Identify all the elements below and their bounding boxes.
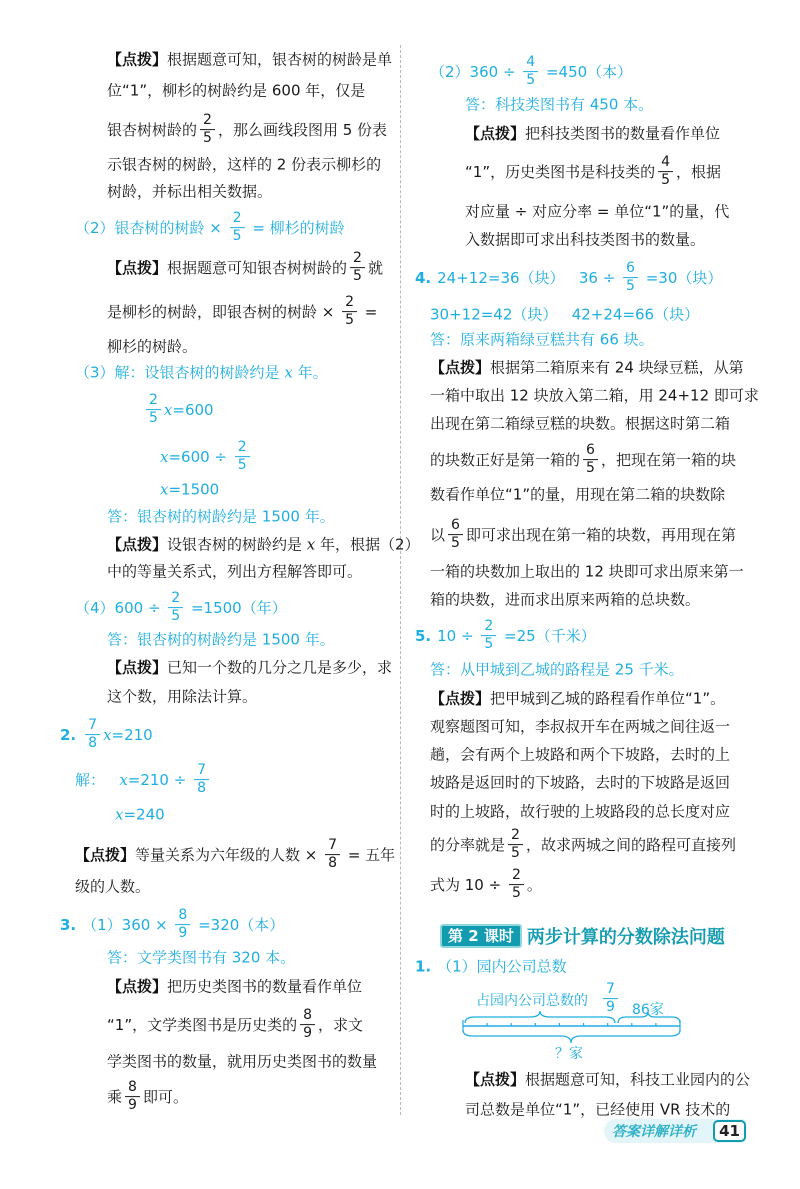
fraction	[658, 155, 673, 189]
text-run: =600	[172, 400, 214, 419]
fraction-denominator: 5	[586, 460, 595, 477]
text-run: =450（本）	[541, 62, 633, 81]
fraction-denominator: 9	[303, 1025, 313, 1042]
text-run: ，求文	[318, 1015, 364, 1034]
text-run: =	[360, 302, 378, 321]
fraction-numerator: 2	[342, 295, 357, 312]
text-run: 把甲城到乙城的路程看作单位“1”。	[490, 689, 726, 708]
text-run: 时的上坡路，故行驶的上坡路段的总长度对应	[430, 802, 731, 821]
text-run: 位“1”，柳杉的树龄约是 600 年，仅是	[107, 81, 366, 100]
text-run: 示银杏树的树龄，这样的 2 份表示柳杉的	[107, 155, 382, 174]
fraction	[194, 763, 209, 797]
text-line	[107, 113, 387, 147]
lesson-tag: 第 2 课时	[440, 924, 522, 948]
text-run: 司总数是单位“1”，已经使用 VR 技术的	[465, 1100, 731, 1119]
fraction	[230, 211, 245, 245]
text-run: =1500（年）	[186, 598, 287, 617]
hint-line	[107, 51, 392, 70]
fraction-denominator: 5	[451, 535, 460, 552]
fraction	[583, 443, 598, 477]
fraction	[146, 393, 161, 427]
hint-line	[107, 251, 383, 285]
text-line	[430, 803, 730, 822]
remain-brace	[618, 1012, 680, 1023]
text-run: 出现在第二箱绿豆糕的块数。根据这时第二箱	[430, 414, 731, 433]
text-line	[430, 415, 730, 434]
fraction	[175, 908, 190, 942]
text-run: 以	[430, 525, 446, 544]
text-line	[465, 231, 705, 250]
page-footer	[604, 1119, 746, 1143]
text-run: =600 ÷	[168, 447, 232, 466]
text-run: 一箱中取出 12 块放入第二箱，用 24+12 即可求	[430, 386, 759, 405]
answer-line	[143, 393, 214, 427]
fraction-denominator: 5	[232, 228, 242, 245]
text-line	[430, 868, 542, 902]
text-line	[107, 1080, 188, 1114]
fraction-numerator: 2	[168, 591, 183, 608]
variable: x	[160, 447, 169, 466]
text-run: 30+12=42（块） 42+24=66（块）	[430, 305, 700, 324]
text-line	[430, 563, 744, 582]
text-run: 根据题意可知，银杏树的树龄是单	[167, 50, 393, 69]
answer-line	[75, 211, 345, 245]
hint-line	[465, 1071, 750, 1090]
text-line	[430, 443, 736, 477]
answer-line	[107, 949, 295, 968]
text-run: 银杏树树龄的	[107, 120, 198, 139]
text-run: 是柳杉的树龄，即银杏树的树龄 ×	[107, 302, 340, 321]
answer-line	[430, 661, 684, 680]
segment-diagram	[455, 1005, 695, 1053]
text-run: 就	[367, 258, 383, 277]
variable: x	[160, 480, 169, 499]
text-line	[430, 387, 759, 406]
text-run: =25（千米）	[499, 626, 596, 645]
text-run: 答：科技类图书有 450 本。	[465, 95, 654, 114]
text-run: 这个数，用除法计算。	[107, 687, 258, 706]
fraction	[350, 251, 365, 285]
text-run: 箱的块数，进而求出原来两箱的总块数。	[430, 590, 701, 609]
text-line	[107, 338, 197, 357]
text-run: 中的等量关系式，列出方程解答即可。	[107, 562, 363, 581]
diagram-part-label: 占园内公司总数的	[476, 993, 588, 1009]
fraction-denominator: 5	[626, 278, 635, 295]
text-run: 把科技类图书的数量看作单位	[525, 124, 721, 143]
hint-label: 【点拨】	[107, 977, 168, 996]
text-run: 树龄，并标出相关数据。	[107, 182, 273, 201]
hint-line	[107, 978, 362, 997]
variable: x	[103, 725, 112, 744]
text-run: 答：原来两箱绿豆糕共有 66 块。	[430, 330, 654, 349]
text-run: 10 ÷	[437, 626, 479, 645]
text-run: =30（块）	[640, 268, 723, 287]
answer-line	[115, 806, 165, 825]
fraction	[168, 591, 183, 625]
text-run: 答：从甲城到乙城的路程是 25 千米。	[430, 660, 684, 679]
total-brace	[463, 1030, 680, 1043]
fraction-numerator: 7	[325, 838, 340, 855]
text-run: 等量关系为六年级的人数 ×	[135, 845, 323, 864]
variable: x	[115, 805, 124, 824]
answer-line	[107, 631, 335, 650]
question-number: 4.	[415, 268, 432, 287]
text-run: 24+12=36（块） 36 ÷	[437, 268, 621, 287]
text-run: （2）银杏树的树龄 ×	[75, 218, 227, 237]
text-run: =320（本）	[193, 915, 285, 934]
question-number: 5.	[415, 626, 432, 645]
text-run: 设银杏树的树龄约是	[167, 535, 307, 554]
answer-line	[415, 261, 722, 295]
fraction-numerator: 2	[230, 211, 245, 228]
fraction-numerator: 6	[623, 261, 638, 278]
fraction-numerator: 8	[125, 1080, 140, 1097]
text-line	[430, 486, 725, 505]
fraction-denominator: 9	[606, 999, 615, 1016]
text-run: =240	[123, 805, 165, 824]
text-run: = 柳杉的树龄	[247, 218, 345, 237]
fraction-denominator: 5	[526, 72, 536, 89]
variable: x	[119, 770, 128, 789]
fraction-numerator: 2	[146, 393, 161, 410]
fraction-denominator: 5	[511, 845, 520, 862]
answer-line	[415, 619, 596, 653]
text-run: ，故求两城之间的路程可直接列	[525, 835, 736, 854]
text-run: 柳杉的树龄。	[107, 337, 198, 356]
fraction	[481, 619, 496, 653]
text-run: 观察题图可知，李叔叔开车在两城之间往返一	[430, 717, 731, 736]
text-run: 的分率就是	[430, 835, 506, 854]
text-run: 式为 10 ÷	[430, 875, 506, 894]
question-number: 1.	[415, 957, 432, 976]
text-line	[465, 155, 721, 189]
text-run: 把历史类图书的数量看作单位	[167, 977, 363, 996]
fraction	[300, 1008, 315, 1042]
text-line	[75, 878, 150, 897]
text-run: 年，根据（2）	[315, 535, 420, 554]
fraction	[200, 113, 215, 147]
page-number: 41	[713, 1120, 746, 1142]
hint-label: 【点拨】	[107, 658, 168, 677]
fraction-numerator: 2	[200, 113, 215, 130]
fraction-denominator: 8	[328, 855, 338, 872]
fraction-numerator: 7	[194, 763, 209, 780]
fraction	[623, 261, 638, 295]
fraction	[342, 295, 357, 329]
text-run: 的块数正好是第一箱的	[430, 450, 581, 469]
answer-line	[60, 908, 284, 942]
answer-line	[60, 718, 153, 752]
text-run: 乘	[107, 1087, 123, 1106]
fraction	[235, 440, 250, 474]
fraction	[509, 868, 524, 902]
text-line	[430, 518, 736, 552]
fraction-numerator: 8	[175, 908, 190, 925]
fraction-numerator: 6	[448, 518, 463, 535]
variable: x	[284, 363, 293, 382]
text-run: 答：银杏树的树龄约是 1500 年。	[107, 507, 335, 526]
text-line	[430, 774, 730, 793]
text-run: = 五年	[343, 845, 396, 864]
answer-line	[75, 763, 212, 797]
hint-line	[465, 125, 720, 144]
fraction	[85, 718, 100, 752]
fraction	[448, 518, 463, 552]
answer-line	[107, 508, 335, 527]
text-run: （3）解：设银杏树的树龄约是	[75, 363, 285, 382]
text-line	[107, 82, 365, 101]
text-run: 答：银杏树的树龄约是 1500 年。	[107, 630, 335, 649]
diagram-remain-label: 86家	[632, 1002, 664, 1018]
answer-line	[75, 591, 287, 625]
hint-label: 【点拨】	[75, 845, 136, 864]
fraction-denominator: 5	[353, 268, 362, 285]
question-number: 3.	[60, 915, 77, 934]
fraction-denominator: 5	[484, 636, 494, 653]
hint-label: 【点拨】	[107, 258, 168, 277]
variable: x	[163, 400, 173, 419]
answer-line	[75, 364, 328, 383]
fraction	[508, 828, 523, 862]
fraction-denominator: 5	[345, 312, 355, 329]
fraction-numerator: 2	[350, 251, 365, 268]
question-number: 2.	[60, 725, 77, 744]
text-run: 即可求出现在第一箱的块数，再用现在第	[465, 525, 736, 544]
text-run: “1”，历史类图书是科技类的	[465, 162, 656, 181]
fraction-denominator: 8	[88, 735, 98, 752]
hint-line	[75, 838, 395, 872]
fraction-numerator: 4	[658, 155, 673, 172]
text-line	[430, 718, 730, 737]
fraction	[325, 838, 340, 872]
fraction-numerator: 4	[523, 55, 538, 72]
section-header	[440, 924, 725, 948]
text-run: （1）360 ×	[82, 915, 173, 934]
hint-label: 【点拨】	[430, 358, 491, 377]
fraction-numerator: 2	[508, 828, 523, 845]
text-line	[107, 295, 377, 329]
answer-line	[430, 55, 632, 89]
text-run: ，把现在第一箱的块	[600, 450, 736, 469]
text-run: 根据题意可知，科技工业园内的公	[525, 1070, 751, 1089]
hint-label: 【点拨】	[465, 124, 526, 143]
text-line	[107, 563, 362, 582]
text-run: 年。	[292, 363, 328, 382]
text-run: 即可。	[142, 1087, 188, 1106]
text-run: 入数据即可求出科技类图书的数量。	[465, 230, 706, 249]
answer-line	[160, 440, 253, 474]
text-line	[430, 591, 700, 610]
text-line	[107, 183, 272, 202]
text-run: =210 ÷	[127, 770, 192, 789]
text-run: 。	[526, 875, 542, 894]
diagram-total-label: ？家	[555, 1046, 583, 1062]
text-run: 学类图书的数量，就用历史类图书的数量	[107, 1052, 378, 1071]
variable: x	[306, 535, 316, 554]
text-run: =1500	[168, 480, 220, 499]
fraction-numerator: 2	[235, 440, 250, 457]
fraction-numerator: 8	[300, 1008, 315, 1025]
text-line	[465, 1101, 730, 1120]
text-run: 解：	[75, 770, 120, 789]
text-run: “1”，文学类图书是历史类的	[107, 1015, 298, 1034]
fraction	[125, 1080, 140, 1114]
text-line	[430, 828, 736, 862]
fraction	[523, 55, 538, 89]
text-run: 已知一个数的几分之几是多少，求	[167, 658, 393, 677]
text-run: =210	[111, 725, 153, 744]
text-run: （4）600 ÷	[75, 598, 166, 617]
fraction-denominator: 5	[171, 608, 181, 625]
text-line	[107, 1053, 377, 1072]
fraction-numerator: 2	[481, 619, 496, 636]
text-run: （2）360 ÷	[430, 62, 521, 81]
fraction-numerator: 2	[509, 868, 524, 885]
answer-line	[430, 306, 699, 325]
hint-label: 【点拨】	[107, 535, 168, 554]
text-line	[107, 688, 257, 707]
fraction-denominator: 8	[197, 780, 207, 797]
fraction-numerator: 7	[603, 982, 618, 999]
fraction-denominator: 9	[128, 1097, 137, 1114]
text-run: （1）园内公司总数	[437, 957, 567, 976]
text-run: 根据第二箱原来有 24 块绿豆糕，从第	[490, 358, 744, 377]
fraction-denominator: 5	[237, 457, 247, 474]
hint-line	[107, 536, 420, 555]
text-run: 趟，会有两个上坡路和两个下坡路，去时的上	[430, 745, 731, 764]
fraction-numerator: 6	[583, 443, 598, 460]
answer-line	[465, 96, 653, 115]
hint-label: 【点拨】	[430, 689, 491, 708]
fraction-denominator: 5	[661, 172, 671, 189]
hint-label: 【点拨】	[465, 1070, 526, 1089]
answer-line	[415, 958, 567, 977]
lesson-title: 两步计算的分数除法问题	[526, 927, 725, 948]
text-run: 一箱的块数加上取出的 12 块即可求出原来第一	[430, 562, 744, 581]
hint-label: 【点拨】	[107, 50, 168, 69]
fraction-numerator: 7	[85, 718, 100, 735]
text-run: 答：文学类图书有 320 本。	[107, 948, 296, 967]
text-run: 数看作单位“1”的量，用现在第二箱的块数除	[430, 485, 726, 504]
text-run: ，那么画线段图用 5 份表	[217, 120, 388, 139]
text-line	[107, 156, 381, 175]
hint-line	[430, 690, 725, 709]
answer-line	[160, 481, 219, 500]
text-run: 坡路是返回时的下坡路，去时的下坡路是返回	[430, 773, 731, 792]
text-run: 级的人数。	[75, 877, 151, 896]
text-line	[465, 203, 729, 222]
fraction-denominator: 5	[511, 885, 521, 902]
fraction-denominator: 5	[203, 130, 212, 147]
text-line	[430, 746, 730, 765]
footer-label: 答案详解详析	[612, 1124, 696, 1140]
fraction-denominator: 5	[149, 410, 158, 427]
fraction-denominator: 9	[178, 925, 188, 942]
text-run: 根据题意可知银杏树树龄的	[167, 258, 348, 277]
hint-line	[430, 359, 744, 378]
text-run: ，根据	[676, 162, 722, 181]
text-line	[107, 1008, 363, 1042]
hint-line	[107, 659, 392, 678]
text-run: 对应量 ÷ 对应分率 = 单位“1”的量，代	[465, 202, 730, 221]
answer-line	[430, 331, 654, 350]
column-divider	[400, 45, 401, 1115]
part-brace	[465, 1011, 615, 1023]
